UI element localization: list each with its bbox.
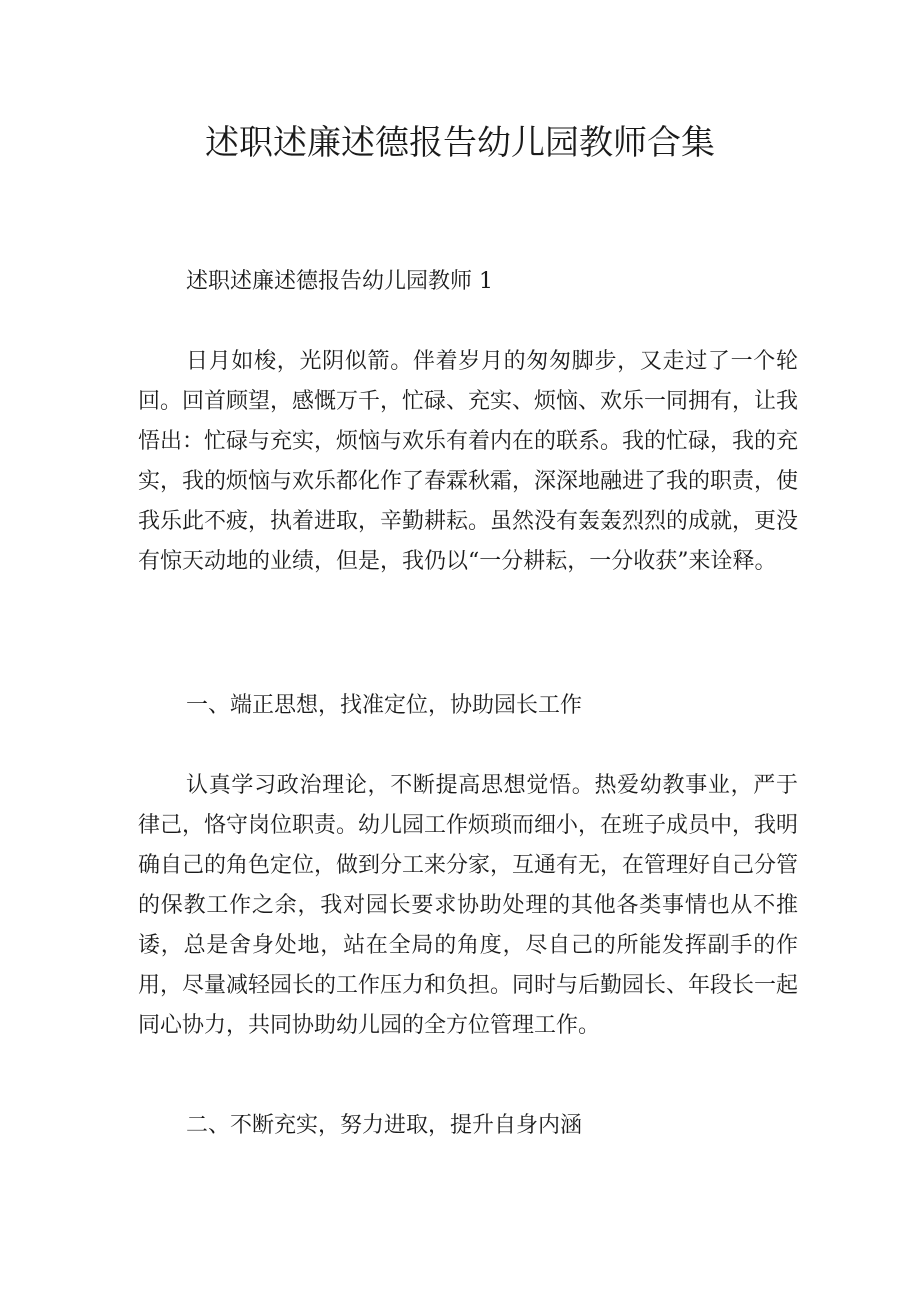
section-heading-2: 二、不断充实，努力进取，提升自身内涵	[186, 1113, 583, 1138]
document-title: 述职述廉述德报告幼儿园教师合集	[205, 123, 715, 163]
section-heading-1: 一、端正思想，找准定位，协助园长工作	[186, 693, 583, 718]
paragraph-section-1: 认真学习政治理论，不断提高思想觉悟。热爱幼教事业，严于律己，恪守岗位职责。幼儿园工作烦琐而细小，在班子成员中，我明确自己的角色定位，做到分工来分家，互通有无，在管理好自己分管的保教工作之余，我对园长要求协助处理的其他各类事情也从不推诿，总是舍身处地，站在全局的角度，尽自己的所能发挥副手的作用，尽量减轻园长的工作压力和负担。同时与后勤园长、年段长一起同心协力，共同协助幼儿园的全方位管理工作。	[138, 773, 799, 1038]
document-subtitle: 述职述廉述德报告幼儿园教师 1	[186, 269, 493, 294]
paragraph-intro: 日月如梭，光阴似箭。伴着岁月的匆匆脚步，又走过了一个轮回。回首顾望，感慨万千，忙碌、充实、烦恼、欢乐一同拥有，让我悟出：忙碌与充实，烦恼与欢乐有着内在的联系。我的忙碌，我的充实，我的烦恼与欢乐都化作了春霖秋霜，深深地融进了我的职责，使我乐此不疲，执着进取，辛勤耕耘。虽然没有轰轰烈烈的成就，更没有惊天动地的业绩，但是，我仍以“一分耕耘，一分收获”来诠释。	[138, 349, 799, 574]
